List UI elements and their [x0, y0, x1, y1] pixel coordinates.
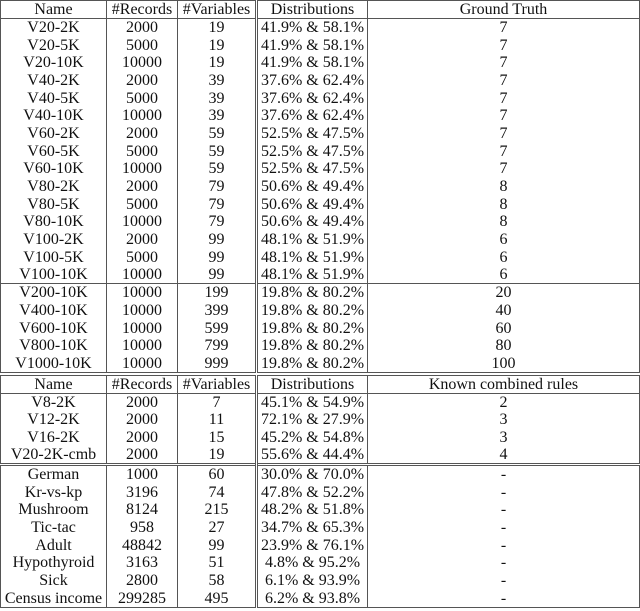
cell-name: Kr-vs-kp — [1, 483, 107, 501]
column-header-variables: #Variables — [178, 1, 257, 19]
cell-variables: 19 — [178, 54, 257, 72]
cell-name: V100-10K — [1, 266, 107, 284]
cell-records: 10000 — [107, 284, 178, 302]
cell-result: - — [368, 501, 640, 519]
cell-variables: 19 — [178, 36, 257, 54]
table-row — [1, 393, 640, 411]
cell-name: V16-2K — [1, 429, 107, 447]
cell-result: 7 — [368, 125, 640, 143]
cell-name: V40-5K — [1, 89, 107, 107]
cell-records: 10000 — [107, 160, 178, 178]
column-header-records: #Records — [107, 1, 178, 19]
cell-variables: 799 — [178, 337, 257, 355]
cell-records: 2800 — [107, 572, 178, 590]
cell-distributions: 19.8% & 80.2% — [257, 355, 368, 373]
cell-variables: 79 — [178, 195, 257, 213]
cell-variables: 27 — [178, 519, 257, 537]
cell-result: 7 — [368, 89, 640, 107]
cell-distributions: 30.0% & 70.0% — [257, 465, 368, 484]
cell-distributions: 19.8% & 80.2% — [257, 319, 368, 337]
cell-result: - — [368, 572, 640, 590]
table-row — [1, 160, 640, 178]
cell-records: 2000 — [107, 446, 178, 465]
table-row — [1, 125, 640, 143]
cell-variables: 15 — [178, 429, 257, 447]
table-row — [1, 284, 640, 302]
cell-variables: 99 — [178, 266, 257, 284]
cell-variables: 58 — [178, 572, 257, 590]
cell-distributions: 19.8% & 80.2% — [257, 302, 368, 320]
cell-records: 5000 — [107, 142, 178, 160]
cell-distributions: 48.2% & 51.8% — [257, 501, 368, 519]
cell-distributions: 34.7% & 65.3% — [257, 519, 368, 537]
cell-distributions: 48.1% & 51.9% — [257, 248, 368, 266]
cell-records: 2000 — [107, 19, 178, 37]
cell-records: 2000 — [107, 178, 178, 196]
cell-result: 7 — [368, 142, 640, 160]
cell-records: 2000 — [107, 393, 178, 411]
cell-distributions: 52.5% & 47.5% — [257, 125, 368, 143]
column-header-result: Known combined rules — [368, 375, 640, 393]
cell-records: 48842 — [107, 536, 178, 554]
cell-result: 100 — [368, 355, 640, 373]
cell-distributions: 37.6% & 62.4% — [257, 89, 368, 107]
cell-distributions: 19.8% & 80.2% — [257, 337, 368, 355]
cell-distributions: 45.1% & 54.9% — [257, 393, 368, 411]
cell-name: German — [1, 465, 107, 484]
table-row — [1, 266, 640, 284]
cell-distributions: 55.6% & 44.4% — [257, 446, 368, 465]
cell-variables: 399 — [178, 302, 257, 320]
cell-variables: 215 — [178, 501, 257, 519]
table2-header-row — [1, 375, 640, 393]
cell-variables: 59 — [178, 142, 257, 160]
column-header-name: Name — [1, 1, 107, 19]
cell-result: 3 — [368, 429, 640, 447]
column-header-records: #Records — [107, 375, 178, 393]
cell-result: 80 — [368, 337, 640, 355]
cell-records: 5000 — [107, 89, 178, 107]
table1-header-row — [1, 1, 640, 19]
cell-records: 2000 — [107, 231, 178, 249]
cell-name: V8-2K — [1, 393, 107, 411]
table-row — [1, 213, 640, 231]
cell-variables: 99 — [178, 231, 257, 249]
cell-variables: 19 — [178, 19, 257, 37]
cell-distributions: 41.9% & 58.1% — [257, 19, 368, 37]
cell-variables: 59 — [178, 160, 257, 178]
cell-result: 8 — [368, 213, 640, 231]
column-header-variables: #Variables — [178, 375, 257, 393]
cell-variables: 99 — [178, 248, 257, 266]
cell-variables: 199 — [178, 284, 257, 302]
cell-name: Hypothyroid — [1, 554, 107, 572]
cell-distributions: 52.5% & 47.5% — [257, 142, 368, 160]
table-row — [1, 337, 640, 355]
table-row — [1, 54, 640, 72]
table-row — [1, 72, 640, 90]
table-row — [1, 89, 640, 107]
cell-result: 8 — [368, 195, 640, 213]
cell-result: 8 — [368, 178, 640, 196]
cell-distributions: 45.2% & 54.8% — [257, 429, 368, 447]
cell-result: - — [368, 483, 640, 501]
cell-result: 6 — [368, 231, 640, 249]
cell-records: 5000 — [107, 36, 178, 54]
table-row — [1, 178, 640, 196]
cell-distributions: 50.6% & 49.4% — [257, 195, 368, 213]
cell-result: 7 — [368, 19, 640, 37]
cell-distributions: 48.1% & 51.9% — [257, 231, 368, 249]
cell-name: Tic-tac — [1, 519, 107, 537]
cell-distributions: 37.6% & 62.4% — [257, 107, 368, 125]
cell-name: V80-5K — [1, 195, 107, 213]
cell-result: - — [368, 536, 640, 554]
table-row — [1, 355, 640, 373]
cell-result: - — [368, 554, 640, 572]
cell-result: 2 — [368, 393, 640, 411]
cell-name: V12-2K — [1, 411, 107, 429]
cell-records: 958 — [107, 519, 178, 537]
cell-distributions: 48.1% & 51.9% — [257, 266, 368, 284]
cell-result: - — [368, 519, 640, 537]
table-row — [1, 36, 640, 54]
cell-name: V1000-10K — [1, 355, 107, 373]
cell-name: V400-10K — [1, 302, 107, 320]
cell-name: V200-10K — [1, 284, 107, 302]
table-row — [1, 519, 640, 537]
cell-distributions: 23.9% & 76.1% — [257, 536, 368, 554]
cell-variables: 74 — [178, 483, 257, 501]
cell-distributions: 41.9% & 58.1% — [257, 54, 368, 72]
table-row — [1, 248, 640, 266]
table-row — [1, 465, 640, 484]
cell-result: 6 — [368, 266, 640, 284]
cell-distributions: 6.1% & 93.9% — [257, 572, 368, 590]
cell-records: 10000 — [107, 319, 178, 337]
cell-result: 7 — [368, 160, 640, 178]
cell-records: 10000 — [107, 107, 178, 125]
cell-distributions: 47.8% & 52.2% — [257, 483, 368, 501]
cell-distributions: 19.8% & 80.2% — [257, 284, 368, 302]
table-row — [1, 554, 640, 572]
cell-records: 3163 — [107, 554, 178, 572]
table-row — [1, 319, 640, 337]
cell-result: 7 — [368, 54, 640, 72]
cell-variables: 999 — [178, 355, 257, 373]
cell-name: V100-5K — [1, 248, 107, 266]
table-row — [1, 589, 640, 607]
cell-variables: 60 — [178, 465, 257, 484]
table-row — [1, 501, 640, 519]
cell-records: 3196 — [107, 483, 178, 501]
table-row — [1, 231, 640, 249]
cell-records: 5000 — [107, 248, 178, 266]
cell-records: 2000 — [107, 411, 178, 429]
cell-records: 2000 — [107, 125, 178, 143]
cell-variables: 79 — [178, 213, 257, 231]
cell-result: 7 — [368, 107, 640, 125]
cell-variables: 11 — [178, 411, 257, 429]
cell-name: V20-2K — [1, 19, 107, 37]
cell-name: V600-10K — [1, 319, 107, 337]
cell-name: V80-2K — [1, 178, 107, 196]
cell-records: 10000 — [107, 213, 178, 231]
cell-distributions: 41.9% & 58.1% — [257, 36, 368, 54]
column-header-name: Name — [1, 375, 107, 393]
table-row — [1, 572, 640, 590]
cell-distributions: 50.6% & 49.4% — [257, 178, 368, 196]
cell-name: V40-10K — [1, 107, 107, 125]
cell-variables: 99 — [178, 536, 257, 554]
cell-variables: 39 — [178, 89, 257, 107]
table-row — [1, 142, 640, 160]
table-row — [1, 446, 640, 465]
cell-result: 4 — [368, 446, 640, 465]
cell-variables: 7 — [178, 393, 257, 411]
cell-result: 40 — [368, 302, 640, 320]
cell-records: 5000 — [107, 195, 178, 213]
table-row — [1, 107, 640, 125]
column-header-distributions: Distributions — [257, 375, 368, 393]
cell-name: Mushroom — [1, 501, 107, 519]
table-row — [1, 483, 640, 501]
cell-distributions: 50.6% & 49.4% — [257, 213, 368, 231]
cell-variables: 51 — [178, 554, 257, 572]
cell-name: V20-5K — [1, 36, 107, 54]
cell-records: 2000 — [107, 72, 178, 90]
cell-distributions: 72.1% & 27.9% — [257, 411, 368, 429]
cell-distributions: 37.6% & 62.4% — [257, 72, 368, 90]
cell-name: V60-10K — [1, 160, 107, 178]
cell-variables: 39 — [178, 72, 257, 90]
table-row — [1, 195, 640, 213]
cell-name: Census income — [1, 589, 107, 607]
table-row — [1, 302, 640, 320]
table-row — [1, 19, 640, 37]
cell-records: 10000 — [107, 54, 178, 72]
cell-result: 3 — [368, 411, 640, 429]
cell-result: 6 — [368, 248, 640, 266]
cell-variables: 59 — [178, 125, 257, 143]
cell-distributions: 6.2% & 93.8% — [257, 589, 368, 607]
cell-result: 20 — [368, 284, 640, 302]
cell-result: - — [368, 589, 640, 607]
cell-name: V20-2K-cmb — [1, 446, 107, 465]
table-row — [1, 411, 640, 429]
cell-records: 2000 — [107, 429, 178, 447]
cell-distributions: 4.8% & 95.2% — [257, 554, 368, 572]
cell-result: - — [368, 465, 640, 484]
table-row — [1, 536, 640, 554]
cell-name: V100-2K — [1, 231, 107, 249]
cell-result: 60 — [368, 319, 640, 337]
cell-records: 1000 — [107, 465, 178, 484]
cell-records: 10000 — [107, 337, 178, 355]
cell-name: V800-10K — [1, 337, 107, 355]
cell-variables: 495 — [178, 589, 257, 607]
cell-records: 10000 — [107, 302, 178, 320]
cell-name: V60-2K — [1, 125, 107, 143]
cell-name: V80-10K — [1, 213, 107, 231]
cell-variables: 79 — [178, 178, 257, 196]
cell-result: 7 — [368, 36, 640, 54]
cell-name: Sick — [1, 572, 107, 590]
cell-name: Adult — [1, 536, 107, 554]
column-header-distributions: Distributions — [257, 1, 368, 19]
cell-variables: 599 — [178, 319, 257, 337]
cell-distributions: 52.5% & 47.5% — [257, 160, 368, 178]
cell-variables: 19 — [178, 446, 257, 465]
column-header-result: Ground Truth — [368, 1, 640, 19]
cell-records: 299285 — [107, 589, 178, 607]
cell-records: 10000 — [107, 355, 178, 373]
cell-name: V40-2K — [1, 72, 107, 90]
table-row — [1, 429, 640, 447]
cell-name: V60-5K — [1, 142, 107, 160]
cell-records: 10000 — [107, 266, 178, 284]
cell-records: 8124 — [107, 501, 178, 519]
cell-name: V20-10K — [1, 54, 107, 72]
cell-result: 7 — [368, 72, 640, 90]
cell-variables: 39 — [178, 107, 257, 125]
